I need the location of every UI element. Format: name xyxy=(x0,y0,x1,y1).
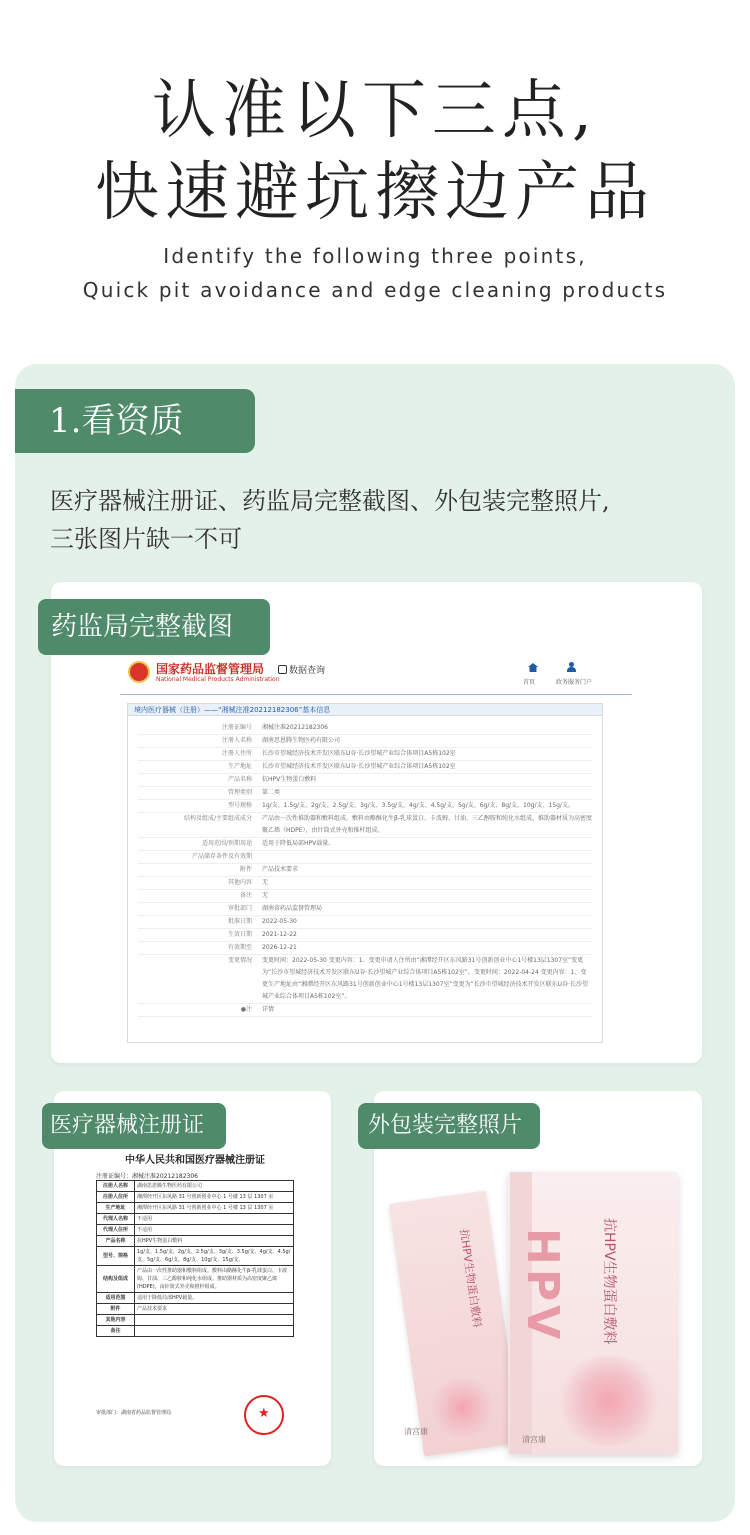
cert-key: 其他内容 xyxy=(97,1315,135,1326)
row-value: 湘械注准20212182306 xyxy=(262,724,328,731)
table-row xyxy=(97,1266,294,1293)
row-key: 产品储存条件及有效期 xyxy=(191,853,252,860)
package-photo xyxy=(394,1158,690,1458)
cert-value xyxy=(135,1326,294,1337)
nmpa-info-table xyxy=(127,703,603,1043)
row-value: 长沙市望城经济技术开发区联东U谷·长沙望城产业综合体项目A5栋102室 xyxy=(262,750,456,757)
cert-value: 湖南思恩腾生物医药有限公司 xyxy=(135,1181,294,1192)
table-row xyxy=(138,787,592,800)
table-row xyxy=(138,735,592,748)
cert-value: 不适用 xyxy=(135,1225,294,1236)
package-product-name: 抗HPV生物蛋白敷料 xyxy=(601,1218,617,1345)
portal-link[interactable]: 政务服务门户 xyxy=(556,679,593,686)
row-key: 适用范围/预期用途 xyxy=(201,840,252,847)
row-value xyxy=(258,851,592,863)
row-key: 结构及组成/主要组成成分 xyxy=(183,815,252,822)
table-row xyxy=(138,800,592,813)
cert-key: 代理人名称 xyxy=(97,1214,135,1225)
table-row xyxy=(138,748,592,761)
nmpa-screenshot xyxy=(120,655,632,1045)
nmpa-screenshot-tag: 药监局完整截图 xyxy=(38,599,270,655)
table-row xyxy=(138,942,592,955)
row-key: 生效日期 xyxy=(227,931,252,938)
data-query-link[interactable]: 数据查询 xyxy=(289,666,326,676)
table-row xyxy=(138,903,592,916)
table-row xyxy=(97,1293,294,1304)
hero-title xyxy=(0,70,750,234)
row-value: 产品技术要求 xyxy=(262,866,299,873)
cert-key: 注册人住所 xyxy=(97,1192,135,1203)
row-key: 有效期至 xyxy=(227,944,252,951)
row-value: 2026-12-21 xyxy=(262,944,297,951)
cert-key: 代理人住所 xyxy=(97,1225,135,1236)
table-row xyxy=(138,890,592,903)
row-value: 长沙市望城经济技术开发区联东U谷·长沙望城产业综合体项目A5栋102室 xyxy=(262,763,456,770)
cert-value: 湘潭经开区东风路 31 号创新创业中心 1 号楼 13 层 1307 室 xyxy=(135,1192,294,1203)
table-row xyxy=(97,1236,294,1247)
description-line1: 医疗器械注册证、药监局完整截图、外包装完整照片, xyxy=(50,487,610,515)
row-value: 无 xyxy=(262,892,269,899)
row-key: ●注 xyxy=(240,1006,252,1013)
registration-certificate xyxy=(92,1151,298,1441)
cert-key: 附件 xyxy=(97,1304,135,1315)
package-brand: 清宫康 xyxy=(404,1427,428,1436)
cert-key: 结构及组成 xyxy=(97,1266,135,1293)
row-key: 其他内容 xyxy=(227,879,252,886)
cert-value: 1g/支、1.5g/支、2g/支、2.5g/支、3g/支、3.5g/支、4g/支、4.5g/支、5g/支、6g/支、8g/支、10g/支、15g/支。 xyxy=(135,1247,294,1266)
section-description xyxy=(50,482,710,558)
package-product-name-front: 抗HPV生物蛋白敷料 xyxy=(457,1228,484,1329)
row-value: 变更时间：2022-05-30 变更内容：1、变更申请人住所由“湘潭经开区东风路31号创新创业中心1号楼13层1307室”变更为“长沙市望城经济技术开发区联东U谷·长沙望城产业综合体项目A5栋102室”。变更时间：2022-04-24 变更内容：1、变更生产地址由“湘潭经开区东风路31号创新创业中心1号楼13层1307室”变更为“长沙市望城经济技术开发区联东U谷·长沙望城产业综合体项目A5栋102室”。 xyxy=(262,957,588,1000)
cert-key: 备注 xyxy=(97,1326,135,1337)
cert-key: 产品名称 xyxy=(97,1236,135,1247)
row-value: 湖南思恩腾生物医药有限公司 xyxy=(262,737,341,744)
table-row xyxy=(97,1203,294,1214)
table-row xyxy=(97,1304,294,1315)
breadcrumb: 境内医疗器械（注册）——“湘械注准20212182306”基本信息 xyxy=(128,704,602,716)
table-row xyxy=(97,1247,294,1266)
row-value: 无 xyxy=(262,879,269,886)
cert-key: 型号、规格 xyxy=(97,1247,135,1266)
row-key: 附件 xyxy=(239,866,252,873)
row-key: 备注 xyxy=(239,892,252,899)
certificate-tag: 医疗器械注册证 xyxy=(42,1103,226,1149)
table-row xyxy=(138,813,592,838)
description-line2: 三张图片缺一不可 xyxy=(50,525,242,553)
table-row xyxy=(97,1214,294,1225)
table-row xyxy=(138,1004,592,1017)
flower-decoration xyxy=(554,1356,664,1446)
table-row xyxy=(138,877,592,890)
table-row xyxy=(138,864,592,877)
cert-value: 产品由一次性推助器和敷料组成。敷料由酪酥化牛β-乳球蛋白、卡波姆、甘油、三乙醇胺和纯化水组成。推助器材质为高密度聚乙烯(HDPE)，由针筒式外壳和推杆组成。 xyxy=(135,1266,294,1293)
cert-value: 适用于降低局部HPV载量。 xyxy=(135,1293,294,1304)
hero-subtitle-line1: Identify the following three points, xyxy=(163,244,587,268)
row-key: 变更情况 xyxy=(227,957,252,964)
row-value: 抗HPV生物蛋白敷料 xyxy=(262,776,317,783)
query-icon xyxy=(278,665,287,674)
nmpa-site-name-en: National Medical Products Administration xyxy=(156,676,280,683)
user-icon[interactable] xyxy=(567,662,576,672)
cert-value xyxy=(135,1315,294,1326)
row-key: 生产地址 xyxy=(227,763,252,770)
cert-key: 注册人名称 xyxy=(97,1181,135,1192)
row-value: 第二类 xyxy=(262,789,281,796)
nmpa-site-name: 国家药品监督管理局 xyxy=(156,662,265,676)
row-value: 湖南省药品监督管理局 xyxy=(262,905,323,912)
flower-decoration xyxy=(428,1378,498,1438)
row-key: 批准日期 xyxy=(227,918,252,925)
row-key: 型号规格 xyxy=(227,802,252,809)
certificate-footer: 审批部门：湖南省药品监督管理局 xyxy=(96,1410,172,1416)
package-photo-tag: 外包装完整照片 xyxy=(358,1103,540,1149)
nmpa-rows xyxy=(128,716,602,1017)
certificate-title: 中华人民共和国医疗器械注册证 xyxy=(125,1155,265,1166)
cert-value: 抗HPV生物蛋白敷料 xyxy=(135,1236,294,1247)
table-row xyxy=(97,1315,294,1326)
row-key: 注册人住所 xyxy=(221,750,252,757)
certificate-table xyxy=(96,1180,294,1337)
cert-value: 不适用 xyxy=(135,1214,294,1225)
package-hpv-text: HPV xyxy=(517,1228,568,1344)
row-key: 审批部门 xyxy=(227,905,252,912)
nmpa-header xyxy=(120,655,632,695)
cert-value: 湘潭经开区东风路 31 号创新创业中心 1 号楼 13 层 1307 室 xyxy=(135,1203,294,1214)
national-emblem-icon xyxy=(128,661,150,683)
home-link[interactable]: 首页 xyxy=(523,679,536,686)
table-row xyxy=(97,1326,294,1337)
row-value: 2022-05-30 xyxy=(262,918,297,925)
row-key: 注册证编号 xyxy=(221,724,252,731)
cert-key: 生产地址 xyxy=(97,1203,135,1214)
table-row xyxy=(97,1192,294,1203)
certificate-number: 注册证编号：湘械注准20212182306 xyxy=(96,1173,198,1180)
row-key: 产品名称 xyxy=(227,776,252,783)
table-row xyxy=(138,722,592,735)
hero-title-line2: 快速避坑擦边产品 xyxy=(95,156,655,230)
row-value: 1g/支、1.5g/支、2g/支、2.5g/支、3g/支、3.5g/支、4g/支、4.5g/支、5g/支、6g/支、8g/支、10g/支、15g/支。 xyxy=(262,802,574,809)
home-icon[interactable] xyxy=(528,663,538,672)
cert-key: 适用范围 xyxy=(97,1293,135,1304)
table-row xyxy=(138,851,592,864)
table-row xyxy=(138,955,592,1004)
row-value: 2021-12-22 xyxy=(262,931,297,938)
table-row xyxy=(138,929,592,942)
table-row xyxy=(138,838,592,851)
table-row xyxy=(138,774,592,787)
table-row xyxy=(138,761,592,774)
table-row xyxy=(138,916,592,929)
table-row xyxy=(97,1181,294,1192)
hero-title-line1: 认准以下三点, xyxy=(151,74,599,148)
row-key: 管理类别 xyxy=(227,789,252,796)
package-brand: 清宫康 xyxy=(522,1435,546,1444)
row-value: 产品由一次性推助器和敷料组成。敷料由酪酥化牛β-乳球蛋白、卡波姆、甘油、三乙醇胺和纯化水组成。推助器材质为高密度聚乙烯（HDPE），由针筒式外壳和推杆组成。 xyxy=(262,815,592,834)
section-tag: 1.看资质 xyxy=(15,389,255,453)
row-value[interactable]: 详情 xyxy=(262,1006,275,1013)
row-value: 适用于降低局部HPV载量。 xyxy=(262,840,335,847)
cert-value: 产品技术要求 xyxy=(135,1304,294,1315)
hero-subtitle-line2: Quick pit avoidance and edge cleaning products xyxy=(82,278,668,302)
row-key: 注册人名称 xyxy=(221,737,252,744)
official-seal-icon xyxy=(244,1395,284,1435)
table-row xyxy=(97,1225,294,1236)
